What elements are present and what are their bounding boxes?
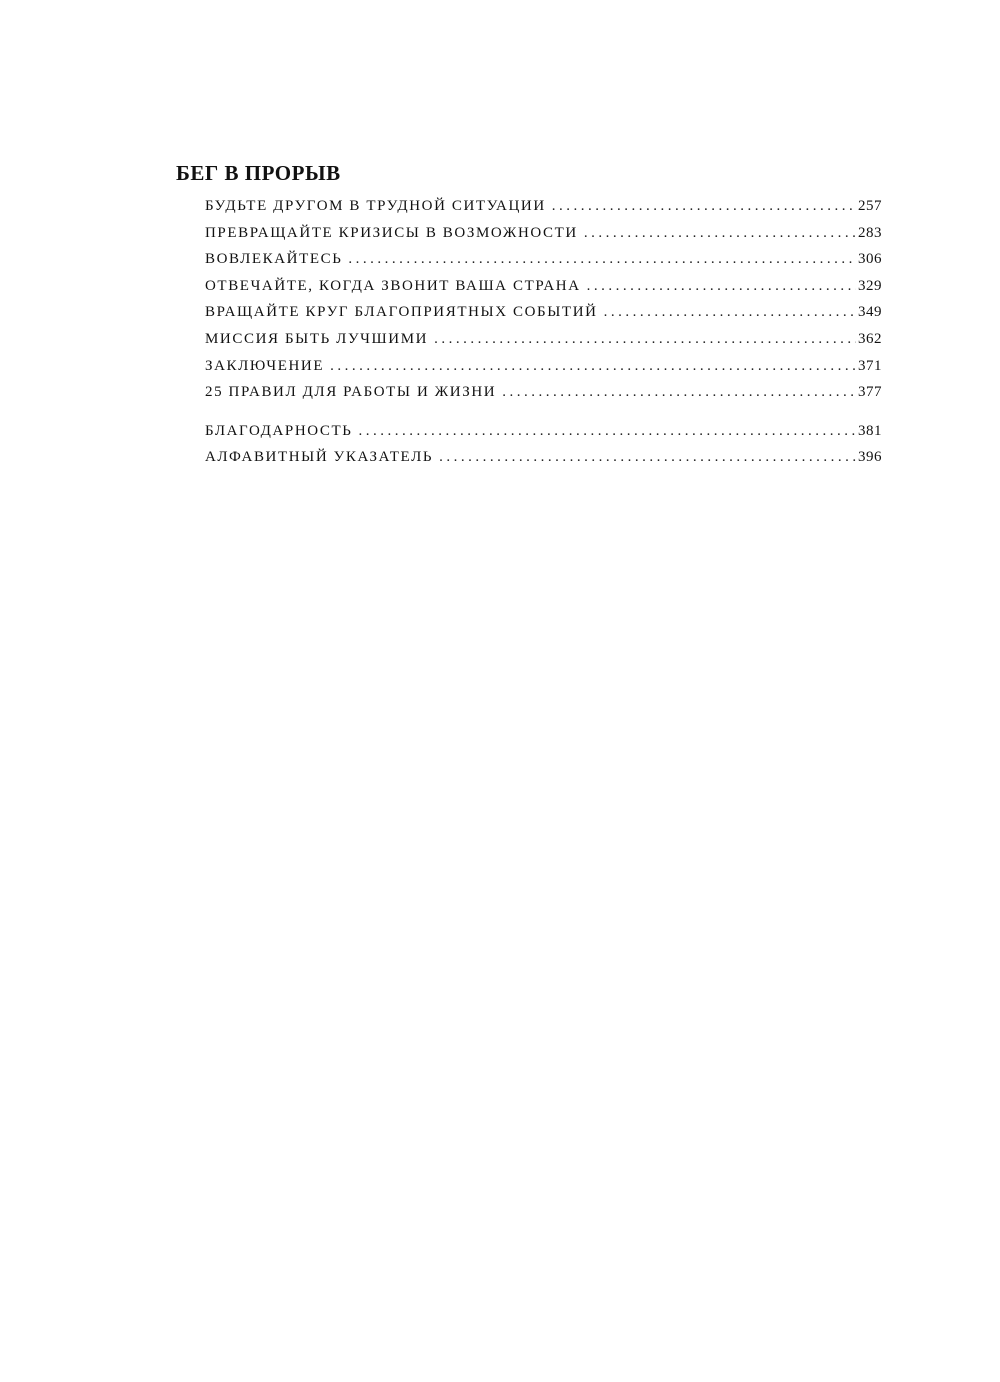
table-of-contents: [205, 198, 882, 476]
toc-item[interactable]: [205, 278, 882, 305]
dot-leader: [587, 278, 856, 295]
dot-leader: [358, 423, 856, 440]
dot-leader: [584, 225, 856, 242]
toc-item-label: АЛФАВИТНЫЙ УКАЗАТЕЛЬ: [205, 449, 434, 466]
toc-item[interactable]: [205, 331, 882, 358]
dot-leader: [348, 251, 856, 268]
toc-item[interactable]: [205, 225, 882, 252]
toc-item[interactable]: [205, 384, 882, 411]
toc-item-label: ВОВЛЕКАЙТЕСЬ: [205, 251, 343, 268]
toc-item[interactable]: [205, 304, 882, 331]
toc-item-label: МИССИЯ БЫТЬ ЛУЧШИМИ: [205, 330, 429, 347]
toc-item-page: 377: [858, 384, 882, 401]
dot-leader: [439, 449, 856, 466]
toc-item[interactable]: [205, 251, 882, 278]
toc-item-label: ЗАКЛЮЧЕНИЕ: [205, 357, 325, 374]
toc-item-label: ПРЕВРАЩАЙТЕ КРИЗИСЫ В ВОЗМОЖНОСТИ: [205, 224, 578, 241]
section-title: БЕГ В ПРОРЫВ: [176, 161, 341, 185]
toc-item-page: 349: [858, 304, 882, 321]
toc-item[interactable]: [205, 449, 882, 476]
toc-item-label: БЛАГОДАРНОСТЬ: [205, 422, 353, 439]
toc-item[interactable]: [205, 423, 882, 450]
toc-item-page: 371: [858, 357, 882, 374]
toc-item-page: 329: [858, 277, 882, 294]
toc-item-label: БУДЬТЕ ДРУГОМ В ТРУДНОЙ СИТУАЦИИ: [205, 198, 546, 214]
dot-leader: [604, 304, 856, 321]
dot-leader: [552, 198, 856, 215]
toc-item-page: 381: [858, 422, 882, 439]
toc-item-page: 396: [858, 449, 882, 466]
toc-item[interactable]: [205, 198, 882, 225]
dot-leader: [330, 358, 856, 375]
toc-item-label: 25 ПРАВИЛ ДЛЯ РАБОТЫ И ЖИЗНИ: [205, 384, 497, 401]
toc-item-label: ВРАЩАЙТЕ КРУГ БЛАГОПРИЯТНЫХ СОБЫТИЙ: [205, 304, 598, 321]
toc-item-page: 362: [858, 330, 882, 347]
dot-leader: [502, 384, 856, 401]
toc-item[interactable]: [205, 358, 882, 385]
toc-item-label: ОТВЕЧАЙТЕ, КОГДА ЗВОНИТ ВАША СТРАНА: [205, 277, 581, 294]
toc-item-page: 257: [858, 198, 882, 214]
toc-item-page: 283: [858, 224, 882, 241]
dot-leader: [434, 331, 856, 348]
toc-item-page: 306: [858, 251, 882, 268]
